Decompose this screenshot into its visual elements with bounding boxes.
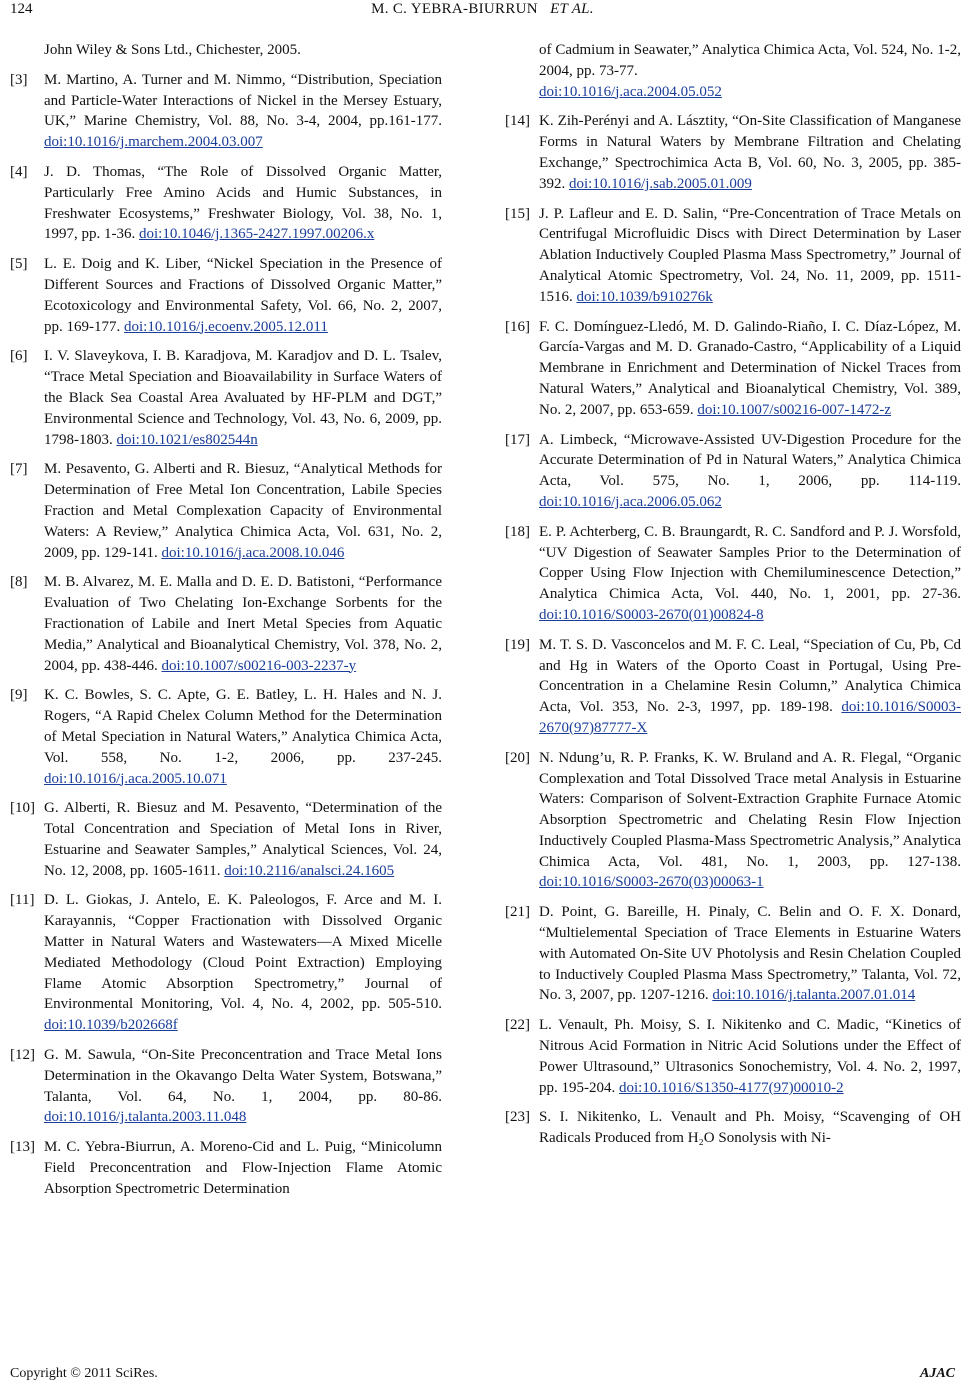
reference-item	[10, 890, 442, 1036]
reference-item	[10, 1137, 442, 1199]
doi-link[interactable]: doi:10.1021/es802544n	[116, 431, 258, 448]
reference-number: [3]	[10, 71, 28, 88]
reference-number: [7]	[10, 461, 28, 478]
running-title	[0, 1, 965, 18]
reference-text: M. Pesavento, G. Alberti and R. Biesuz, “Analytical Methods for Determination of Free Metal Ion Concentration, Labile Species Fraction and Metal Complexation Capacity of Environmental Waters: A Review,” Analytica Chimica Acta, Vol. 631, No. 2, 2009, pp. 129-141.	[44, 461, 442, 561]
page-number: 124	[10, 1, 33, 17]
doi-link[interactable]: doi:10.1016/S0003-2670(01)00824-8	[539, 606, 764, 623]
doi-link[interactable]: doi:10.1016/j.talanta.2007.01.014	[712, 987, 916, 1004]
reference-item	[505, 902, 961, 1006]
reference-number: [19]	[505, 636, 530, 653]
reference-text: A. Limbeck, “Microwave-Assisted UV-Digestion Procedure for the Accurate Determination of Pd in Natural Waters,” Analytica Chimica Acta, Vol. 575, No. 1, 2006, pp. 114-119.	[539, 431, 961, 490]
page-header	[0, 0, 965, 30]
reference-text: K. Zih-Perényi and A. Lásztity, “On-Site Classification of Manganese Forms in Natural Waters by Membrane Filtration and Chelating Exchange,” Spectrochimica Acta B, Vol. 60, No. 3, 2005, pp. 385-392.	[539, 113, 961, 192]
reference-item	[10, 70, 442, 153]
reference-text: D. Point, G. Bareille, H. Pinaly, C. Belin and O. F. X. Donard, “Multielemental Speciation of Trace Elements in Estuarine Waters with Automated On-Site UV Photolysis and Resin Chelation Coupled to Inductively Coupled Plasma Mass Spectrometry,” Talanta, Vol. 72, No. 3, 2007, pp. 1207-1216.	[539, 904, 961, 1004]
doi-link[interactable]: doi:10.2116/analsci.24.1605	[224, 862, 395, 879]
continued-text: of Cadmium in Seawater,” Analytica Chimica Acta, Vol. 524, No. 1-2, 2004, pp. 73-77.	[539, 42, 961, 79]
doi-link[interactable]: doi:10.1016/j.sab.2005.01.009	[569, 175, 752, 192]
reference-text: N. Ndung’u, R. P. Franks, K. W. Bruland and A. R. Flegal, “Organic Complexation and Total Dissolved Trace metal Analysis in Estuarine Waters: Comparison of Solvent-Extraction Graphite Furnace Atomic Absorption Spectrometric and Chelating Resin Flow Injection Inductively Coupled Plasma-Mass Spectrometric Analysis,” Analytica Chimica Acta, Vol. 481, No. 1, 2003, pp. 127-138.	[539, 749, 961, 870]
reference-number: [18]	[505, 523, 530, 540]
reference-number: [13]	[10, 1139, 35, 1156]
reference-item	[10, 162, 442, 245]
reference-item	[10, 798, 442, 881]
right-column	[505, 40, 961, 1158]
reference-number: [14]	[505, 113, 530, 130]
reference-number: [21]	[505, 904, 530, 921]
reference-item	[10, 685, 442, 789]
reference-item	[505, 111, 961, 194]
reference-text: M. B. Alvarez, M. E. Malla and D. E. D. Batistoni, “Performance Evaluation of Two Chelating Ion-Exchange Sorbents for the Fractionation of Labile and Inert Metal Species from Aquatic Media,” Analytical and Bioanalytical Chemistry, Vol. 378, No. 2, 2004, pp. 438-446.	[44, 574, 442, 674]
reference-number: [11]	[10, 892, 35, 909]
doi-link[interactable]: doi:10.1016/j.talanta.2003.11.048	[44, 1109, 247, 1126]
reference-item	[505, 1015, 961, 1098]
doi-link[interactable]: doi:10.1016/S0003-2670(97)87777-X	[539, 699, 961, 736]
reference-number: [6]	[10, 348, 28, 365]
reference-item	[505, 748, 961, 894]
reference-item	[10, 459, 442, 563]
reference-text: I. V. Slaveykova, I. B. Karadjova, M. Karadjov and D. L. Tsalev, “Trace Metal Speciation and Bioavailability in Surface Waters of the Black Sea Coastal Area Avaluated by HF-PLM and DGT,” Environmental Science and Technology, Vol. 43, No. 6, 2009, pp. 1798-1803.	[44, 348, 442, 448]
reference-number: [12]	[10, 1047, 35, 1064]
reference-text: S. I. Nikitenko, L. Venault and Ph. Moisy, “Scavenging of OH Radicals Produced from H₂O Sonolysis with Ni-	[539, 1109, 961, 1147]
continued-text: John Wiley & Sons Ltd., Chichester, 2005.	[44, 42, 301, 58]
continued-reference	[505, 40, 961, 102]
reference-number: [5]	[10, 256, 28, 273]
reference-number: [22]	[505, 1017, 530, 1034]
doi-link[interactable]: doi:10.1016/j.ecoenv.2005.12.011	[124, 318, 328, 335]
reference-text: G. Alberti, R. Biesuz and M. Pesavento, “Determination of the Total Concentration and Speciation of Metal Ions in River, Estuarine and Seawater Samples,” Analytical Sciences, Vol. 24, No. 12, 2008, pp. 1605-1611.	[44, 800, 442, 879]
reference-number: [16]	[505, 318, 530, 335]
left-column	[10, 40, 442, 1209]
continued-reference	[10, 40, 442, 61]
reference-text: E. P. Achterberg, C. B. Braungardt, R. C. Sandford and P. J. Worsfold, “UV Digestion of Seawater Samples Prior to the Determination of Copper Using Flow Injection with Chemiluminescence Detection,” Analytica Chimica Acta, Vol. 440, No. 1, 2001, pp. 27-36.	[539, 523, 961, 603]
reference-text: F. C. Domínguez-Lledó, M. D. Galindo-Riaño, I. C. Díaz-López, M. García-Vargas and M. D. Granado-Castro, “Applicability of a Liquid Membrane in Enrichment and Determination of Nickel Traces from Natural Waters,” Analytical and Bioanalytical Chemistry, Vol. 389, No. 2, 2007, pp. 653-659.	[539, 318, 961, 418]
reference-item	[10, 1045, 442, 1128]
reference-text: M. C. Yebra-Biurrun, A. Moreno-Cid and L. Puig, “Minicolumn Field Preconcentration and Flow-Injection Flame Atomic Absorption Spectrometric Determination	[44, 1139, 442, 1197]
reference-item	[10, 572, 442, 676]
reference-number: [10]	[10, 800, 35, 817]
running-title-authors: M. C. YEBRA-BIURRUN	[371, 1, 538, 17]
page-footer	[0, 1366, 965, 1386]
doi-link[interactable]: doi:10.1007/s00216-003-2237-y	[161, 657, 357, 674]
reference-text: M. T. S. D. Vasconcelos and M. F. C. Leal, “Speciation of Cu, Pb, Cd and Hg in Waters of the Oporto Coast in Portugal, Using Pre-Concentration in a Chelamine Resin Column,” Analytica Chimica Acta, Vol. 353, No. 2-3, 1997, pp. 189-198.	[539, 636, 961, 716]
doi-link[interactable]: doi:10.1007/s00216-007-1472-z	[697, 401, 892, 418]
doi-link[interactable]: doi:10.1016/j.aca.2008.10.046	[161, 544, 345, 561]
doi-link[interactable]: doi:10.1016/j.aca.2005.10.071	[44, 770, 227, 787]
doi-link[interactable]: doi:10.1046/j.1365-2427.1997.00206.x	[139, 226, 375, 243]
reference-item	[505, 204, 961, 308]
reference-item	[505, 317, 961, 421]
doi-link[interactable]: doi:10.1016/j.marchem.2004.03.007	[44, 134, 263, 151]
doi-link[interactable]: doi:10.1016/S0003-2670(03)00063-1	[539, 874, 764, 891]
journal-abbreviation: AJAC	[919, 1366, 955, 1381]
reference-item	[505, 522, 961, 626]
reference-text: M. Martino, A. Turner and M. Nimmo, “Distribution, Speciation and Particle-Water Interactions of Nickel in the Mersey Estuary, UK,” Marine Chemistry, Vol. 88, No. 3-4, 2004, pp.161-177.	[44, 71, 442, 130]
reference-text: L. E. Doig and K. Liber, “Nickel Speciation in the Presence of Different Sources and Fractions of Dissolved Organic Matter,” Ecotoxicology and Environmental Safety, Vol. 66, No. 2, 2007, pp. 169-177.	[44, 256, 442, 335]
reference-number: [9]	[10, 687, 28, 704]
copyright: Copyright © 2011 SciRes.	[10, 1366, 158, 1381]
doi-link[interactable]: doi:10.1039/b202668f	[44, 1017, 178, 1034]
reference-number: [17]	[505, 431, 530, 448]
reference-item	[505, 635, 961, 739]
running-title-etal: ET AL.	[550, 1, 594, 17]
reference-text: J. D. Thomas, “The Role of Dissolved Organic Matter, Particularly Free Amino Acids and Humic Substances, in Freshwater Ecosystems,” Freshwater Biology, Vol. 38, No. 1, 1997, pp. 1-36.	[44, 163, 442, 243]
doi-link[interactable]: doi:10.1039/b910276k	[576, 288, 713, 305]
reference-number: [23]	[505, 1109, 530, 1126]
reference-number: [8]	[10, 574, 28, 591]
reference-number: [4]	[10, 163, 28, 180]
reference-text: L. Venault, Ph. Moisy, S. I. Nikitenko and C. Madic, “Kinetics of Nitrous Acid Formation in Nitric Acid Solutions under the Effect of Power Ultrasound,” Ultrasonics Sonochemistry, Vol. 4. No. 2, 1997, pp. 195-204.	[539, 1017, 961, 1096]
reference-text: J. P. Lafleur and E. D. Salin, “Pre-Concentration of Trace Metals on Centrifugal Microfluidic Discs with Direct Determination by Laser Ablation Inductively Coupled Plasma Mass Spectrometry,” Journal of Analytical Atomic Spectrometry, Vol. 24, No. 11, 2009, pp. 1511-1516.	[539, 205, 961, 305]
reference-item	[10, 346, 442, 450]
reference-item	[505, 1107, 961, 1149]
reference-item	[10, 254, 442, 337]
doi-link[interactable]: doi:10.1016/j.aca.2004.05.052	[539, 83, 722, 100]
reference-number: [20]	[505, 749, 530, 766]
doi-link[interactable]: doi:10.1016/j.aca.2006.05.062	[539, 493, 722, 510]
reference-text: D. L. Giokas, J. Antelo, E. K. Paleologos, F. Arce and M. I. Karayannis, “Copper Fractionation with Dissolved Organic Matter in Natural Waters and Wastewaters—A Mixed Micelle Mediated Methodology (Cloud Point Extraction) Employing Flame Atomic Absorption Spectrometry,” Journal of Environmental Monitoring, Vol. 4, No. 4, 2002, pp. 505-510.	[44, 892, 442, 1013]
doi-link[interactable]: doi:10.1016/S1350-4177(97)00010-2	[619, 1079, 844, 1096]
reference-number: [15]	[505, 205, 530, 222]
reference-text: K. C. Bowles, S. C. Apte, G. E. Batley, L. H. Hales and N. J. Rogers, “A Rapid Chelex Column Method for the Determination of Metal Speciation in Natural Waters,” Analytica Chimica Acta, Vol. 558, No. 1-2, 2006, pp. 237-245.	[44, 687, 442, 766]
reference-item	[505, 430, 961, 513]
reference-text: G. M. Sawula, “On-Site Preconcentration and Trace Metal Ions Determination in the Okavango Delta Water System, Botswana,” Talanta, Vol. 64, No. 1, 2004, pp. 80-86.	[44, 1047, 442, 1105]
